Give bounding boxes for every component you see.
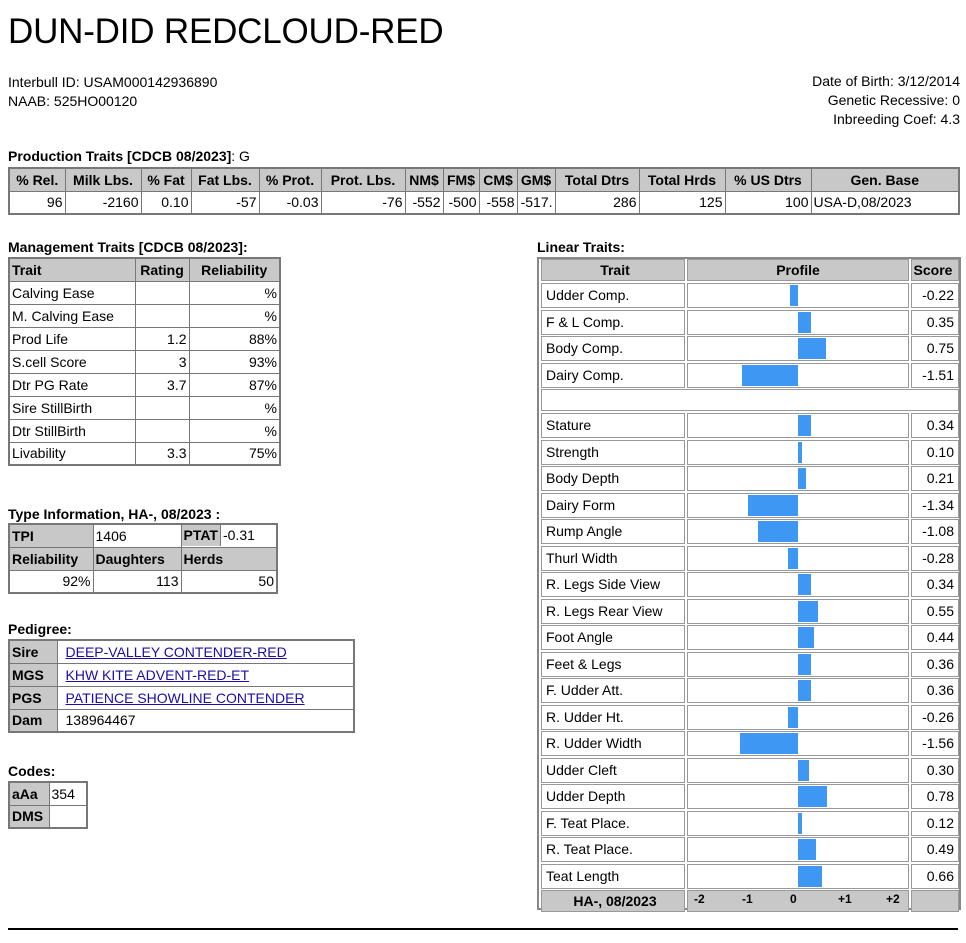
linear-trait-row: [539, 310, 959, 335]
linear-trait-name: Stature: [541, 413, 685, 438]
linear-trait-name: R. Udder Ht.: [541, 705, 685, 730]
prod-header-10: Total Dtrs: [555, 168, 639, 191]
linear-trait-row: [539, 363, 959, 388]
prod-header-8: CM$: [479, 168, 517, 191]
linear-trait-name: Feet & Legs: [541, 652, 685, 677]
linear-header-row: [539, 259, 959, 281]
naab-code: NAAB: 525HO00120: [8, 93, 138, 109]
prod-header-3: Fat Lbs.: [191, 168, 259, 191]
linear-traits-panel: [537, 257, 961, 910]
linear-profile-bar: [798, 760, 809, 781]
prod-value-12: 100: [725, 191, 811, 214]
linear-trait-name: R. Legs Rear View: [541, 599, 685, 624]
linear-trait-score: 0.66: [911, 864, 959, 889]
bull-name: DUN-DID REDCLOUD-RED: [8, 12, 444, 51]
mgmt-rating: 3: [135, 350, 189, 373]
linear-trait-row: [539, 493, 959, 518]
axis-tick-label: -1: [742, 892, 753, 906]
linear-trait-name: Dairy Form: [541, 493, 685, 518]
linear-trait-score: 0.34: [911, 572, 959, 597]
linear-trait-row: [539, 652, 959, 677]
linear-trait-name: F. Teat Place.: [541, 811, 685, 836]
linear-footer-label: HA-, 08/2023: [541, 890, 685, 912]
mgmt-rating: [135, 396, 189, 419]
linear-trait-row: [539, 705, 959, 730]
type-info-table: [8, 523, 278, 594]
linear-profile-bar: [742, 365, 798, 386]
mgmt-row: [9, 419, 280, 442]
linear-profile-bar: [798, 839, 816, 860]
daughters-value: 113: [93, 570, 181, 593]
linear-trait-row: [539, 283, 959, 308]
linear-trait-score: 0.35: [911, 310, 959, 335]
production-title: Production Traits [CDCB 08/2023]: G: [8, 148, 250, 164]
pedigree-cell[interactable]: [57, 686, 354, 709]
linear-profile-bar: [798, 866, 822, 887]
linear-footer-row: [539, 890, 959, 912]
linear-profile-cell: [687, 493, 909, 518]
linear-trait-row: [539, 837, 959, 862]
linear-trait-row: [539, 731, 959, 756]
prod-header-1: Milk Lbs.: [65, 168, 141, 191]
genetic-recessive: Genetic Recessive: 0: [827, 92, 960, 108]
linear-head-trait: Trait: [541, 259, 685, 281]
linear-profile-bar: [798, 601, 818, 622]
linear-trait-score: -1.56: [911, 731, 959, 756]
axis-tick-label: +2: [886, 892, 900, 906]
linear-profile-bar: [798, 574, 811, 595]
prod-header-9: GM$: [517, 168, 555, 191]
linear-title: Linear Traits:: [537, 239, 625, 255]
prod-value-9: -517.: [517, 191, 555, 214]
linear-trait-score: -1.08: [911, 519, 959, 544]
pedigree-label-dam: Dam: [9, 709, 57, 732]
code-label-dms: DMS: [9, 805, 49, 828]
pedigree-cell: [57, 709, 354, 732]
prod-value-13: USA-D,08/2023: [811, 191, 959, 214]
linear-trait-name: Strength: [541, 440, 685, 465]
mgmt-trait: S.cell Score: [9, 350, 135, 373]
linear-trait-score: 0.78: [911, 784, 959, 809]
tpi-label: TPI: [9, 524, 93, 547]
linear-trait-name: R. Legs Side View: [541, 572, 685, 597]
mgmt-row: [9, 396, 280, 419]
linear-spacer: [541, 389, 959, 411]
linear-head-score: Score: [911, 259, 959, 281]
herds-label: Herds: [181, 547, 277, 570]
linear-trait-name: Body Depth: [541, 466, 685, 491]
linear-profile-cell: [687, 363, 909, 388]
linear-head-profile: Profile: [687, 259, 909, 281]
linear-profile-bar: [788, 707, 798, 728]
herds-value: 50: [181, 570, 277, 593]
linear-profile-bar: [798, 627, 814, 648]
mgmt-row: [9, 281, 280, 304]
linear-profile-bar: [790, 285, 798, 306]
linear-spacer-row: [539, 389, 959, 411]
pedigree-row: [9, 640, 354, 663]
linear-trait-score: 0.36: [911, 678, 959, 703]
linear-trait-name: Udder Cleft: [541, 758, 685, 783]
linear-trait-row: [539, 572, 959, 597]
linear-profile-bar: [740, 733, 798, 754]
mgmt-head-reliability: Reliability: [189, 258, 280, 281]
prod-header-7: FM$: [443, 168, 479, 191]
interbull-id: Interbull ID: USAM000142936890: [8, 74, 218, 90]
mgmt-trait: M. Calving Ease: [9, 304, 135, 327]
linear-trait-row: [539, 519, 959, 544]
code-value-aaa: 354: [49, 782, 87, 805]
mgmt-trait: Prod Life: [9, 327, 135, 350]
linear-trait-score: -0.26: [911, 705, 959, 730]
linear-trait-name: F. Udder Att.: [541, 678, 685, 703]
linear-profile-bar: [798, 442, 802, 463]
date-of-birth: Date of Birth: 3/12/2014: [812, 73, 960, 89]
linear-trait-name: R. Teat Place.: [541, 837, 685, 862]
pedigree-title: Pedigree:: [8, 621, 72, 637]
linear-profile-bar: [798, 680, 811, 701]
pedigree-row: [9, 686, 354, 709]
linear-profile-cell: [687, 731, 909, 756]
linear-trait-row: [539, 546, 959, 571]
mgmt-trait: Dtr StillBirth: [9, 419, 135, 442]
ptat-value: -0.31: [220, 525, 257, 546]
type-info-title: Type Information, HA-, 08/2023 :: [8, 506, 221, 522]
linear-trait-score: 0.55: [911, 599, 959, 624]
linear-trait-row: [539, 413, 959, 438]
prod-value-0: 96: [9, 191, 65, 214]
linear-trait-name: Teat Length: [541, 864, 685, 889]
mgmt-reliability: 87%: [189, 373, 280, 396]
pedigree-link-sire[interactable]: DEEP-VALLEY CONTENDER-RED: [65, 643, 287, 660]
linear-trait-name: Rump Angle: [541, 519, 685, 544]
prod-header-11: Total Hrds: [639, 168, 725, 191]
linear-trait-name: Foot Angle: [541, 625, 685, 650]
pedigree-row: [9, 709, 354, 732]
mgmt-reliability: 93%: [189, 350, 280, 373]
dam-registration: 138964467: [65, 712, 136, 729]
linear-profile-bar: [788, 548, 798, 569]
pedigree-cell[interactable]: [57, 663, 354, 686]
mgmt-trait: Dtr PG Rate: [9, 373, 135, 396]
linear-profile-bar: [758, 521, 798, 542]
linear-trait-row: [539, 678, 959, 703]
prod-header-5: Prot. Lbs.: [321, 168, 405, 191]
linear-trait-score: 0.34: [911, 413, 959, 438]
management-table: [8, 257, 281, 466]
pedigree-label-sire: Sire: [9, 640, 57, 663]
prod-header-12: % US Dtrs: [725, 168, 811, 191]
production-table: [8, 167, 960, 215]
mgmt-trait: Sire StillBirth: [9, 396, 135, 419]
mgmt-row: [9, 442, 280, 465]
tpi-value: 1406: [93, 524, 181, 547]
linear-trait-name: F & L Comp.: [541, 310, 685, 335]
codes-row: [9, 782, 87, 805]
mgmt-row: [9, 350, 280, 373]
axis-tick-label: +1: [838, 892, 852, 906]
mgmt-reliability: %: [189, 419, 280, 442]
mgmt-reliability: %: [189, 304, 280, 327]
linear-trait-name: Udder Depth: [541, 784, 685, 809]
prod-value-5: -76: [321, 191, 405, 214]
mgmt-rating: [135, 304, 189, 327]
linear-trait-score: -1.51: [911, 363, 959, 388]
prod-value-8: -558: [479, 191, 517, 214]
linear-profile-bar: [798, 415, 811, 436]
mgmt-row: [9, 327, 280, 350]
pedigree-link-mgs[interactable]: KHW KITE ADVENT-RED-ET: [65, 666, 250, 683]
mgmt-trait: Calving Ease: [9, 281, 135, 304]
linear-profile-bar: [798, 786, 827, 807]
linear-trait-score: -1.34: [911, 493, 959, 518]
linear-profile-cell: [687, 546, 909, 571]
linear-trait-score: 0.36: [911, 652, 959, 677]
reliability-label: Reliability: [9, 547, 93, 570]
linear-trait-row: [539, 784, 959, 809]
mgmt-row: [9, 373, 280, 396]
linear-trait-name: Udder Comp.: [541, 283, 685, 308]
linear-trait-score: -0.28: [911, 546, 959, 571]
mgmt-reliability: 75%: [189, 442, 280, 465]
linear-trait-score: 0.12: [911, 811, 959, 836]
prod-value-4: -0.03: [259, 191, 321, 214]
inbreeding-coef: Inbreeding Coef: 4.3: [833, 111, 960, 127]
mgmt-rating: 3.7: [135, 373, 189, 396]
mgmt-head-trait: Trait: [9, 258, 135, 281]
linear-profile-cell: [687, 519, 909, 544]
mgmt-rating: 3.3: [135, 442, 189, 465]
prod-value-6: -552: [405, 191, 443, 214]
pedigree-cell[interactable]: [57, 640, 354, 663]
mgmt-rating: [135, 281, 189, 304]
codes-title: Codes:: [8, 763, 56, 779]
linear-trait-row: [539, 811, 959, 836]
pedigree-link-pgs[interactable]: PATIENCE SHOWLINE CONTENDER: [65, 689, 305, 706]
reliability-value: 92%: [9, 570, 93, 593]
linear-profile-bar: [798, 813, 802, 834]
prod-value-2: 0.10: [141, 191, 191, 214]
prod-value-10: 286: [555, 191, 639, 214]
linear-profile-bar: [798, 312, 811, 333]
linear-trait-row: [539, 336, 959, 361]
linear-trait-name: Body Comp.: [541, 336, 685, 361]
linear-footer-score: [911, 890, 959, 912]
prod-header-4: % Prot.: [259, 168, 321, 191]
linear-profile-bar: [798, 468, 806, 489]
linear-trait-name: Thurl Width: [541, 546, 685, 571]
pedigree-label-mgs: MGS: [9, 663, 57, 686]
linear-profile-bar: [798, 338, 826, 359]
prod-value-3: -57: [191, 191, 259, 214]
ptat-label: PTAT: [182, 525, 220, 546]
axis-tick-label: 0: [790, 892, 797, 906]
linear-trait-row: [539, 864, 959, 889]
linear-trait-score: 0.10: [911, 440, 959, 465]
prod-value-1: -2160: [65, 191, 141, 214]
axis-tick-label: -2: [694, 892, 705, 906]
linear-axis: [687, 890, 909, 912]
linear-trait-row: [539, 599, 959, 624]
linear-trait-row: [539, 758, 959, 783]
linear-trait-score: 0.21: [911, 466, 959, 491]
codes-table: [8, 781, 88, 829]
linear-trait-score: -0.22: [911, 283, 959, 308]
linear-trait-row: [539, 440, 959, 465]
linear-profile-cell: [687, 705, 909, 730]
linear-profile-bar: [798, 654, 811, 675]
mgmt-rating: [135, 419, 189, 442]
prod-value-11: 125: [639, 191, 725, 214]
linear-trait-score: 0.44: [911, 625, 959, 650]
code-label-aaa: aAa: [9, 782, 49, 805]
pedigree-label-pgs: PGS: [9, 686, 57, 709]
mgmt-head-rating: Rating: [135, 258, 189, 281]
linear-trait-score: 0.49: [911, 837, 959, 862]
prod-value-7: -500: [443, 191, 479, 214]
bottom-divider: [8, 928, 958, 930]
code-value-dms: [49, 805, 87, 828]
linear-trait-row: [539, 625, 959, 650]
linear-trait-score: 0.30: [911, 758, 959, 783]
linear-trait-name: Dairy Comp.: [541, 363, 685, 388]
daughters-label: Daughters: [93, 547, 181, 570]
mgmt-row: [9, 304, 280, 327]
mgmt-reliability: 88%: [189, 327, 280, 350]
linear-profile-bar: [748, 495, 798, 516]
linear-trait-name: R. Udder Width: [541, 731, 685, 756]
mgmt-reliability: %: [189, 396, 280, 419]
linear-trait-score: 0.75: [911, 336, 959, 361]
linear-trait-row: [539, 466, 959, 491]
linear-profile-cell: [687, 283, 909, 308]
mgmt-trait: Livability: [9, 442, 135, 465]
codes-row: [9, 805, 87, 828]
pedigree-row: [9, 663, 354, 686]
prod-header-6: NM$: [405, 168, 443, 191]
prod-header-13: Gen. Base: [811, 168, 959, 191]
mgmt-rating: 1.2: [135, 327, 189, 350]
prod-header-0: % Rel.: [9, 168, 65, 191]
pedigree-table: [8, 639, 355, 733]
management-title: Management Traits [CDCB 08/2023]:: [8, 239, 248, 255]
prod-header-2: % Fat: [141, 168, 191, 191]
mgmt-reliability: %: [189, 281, 280, 304]
